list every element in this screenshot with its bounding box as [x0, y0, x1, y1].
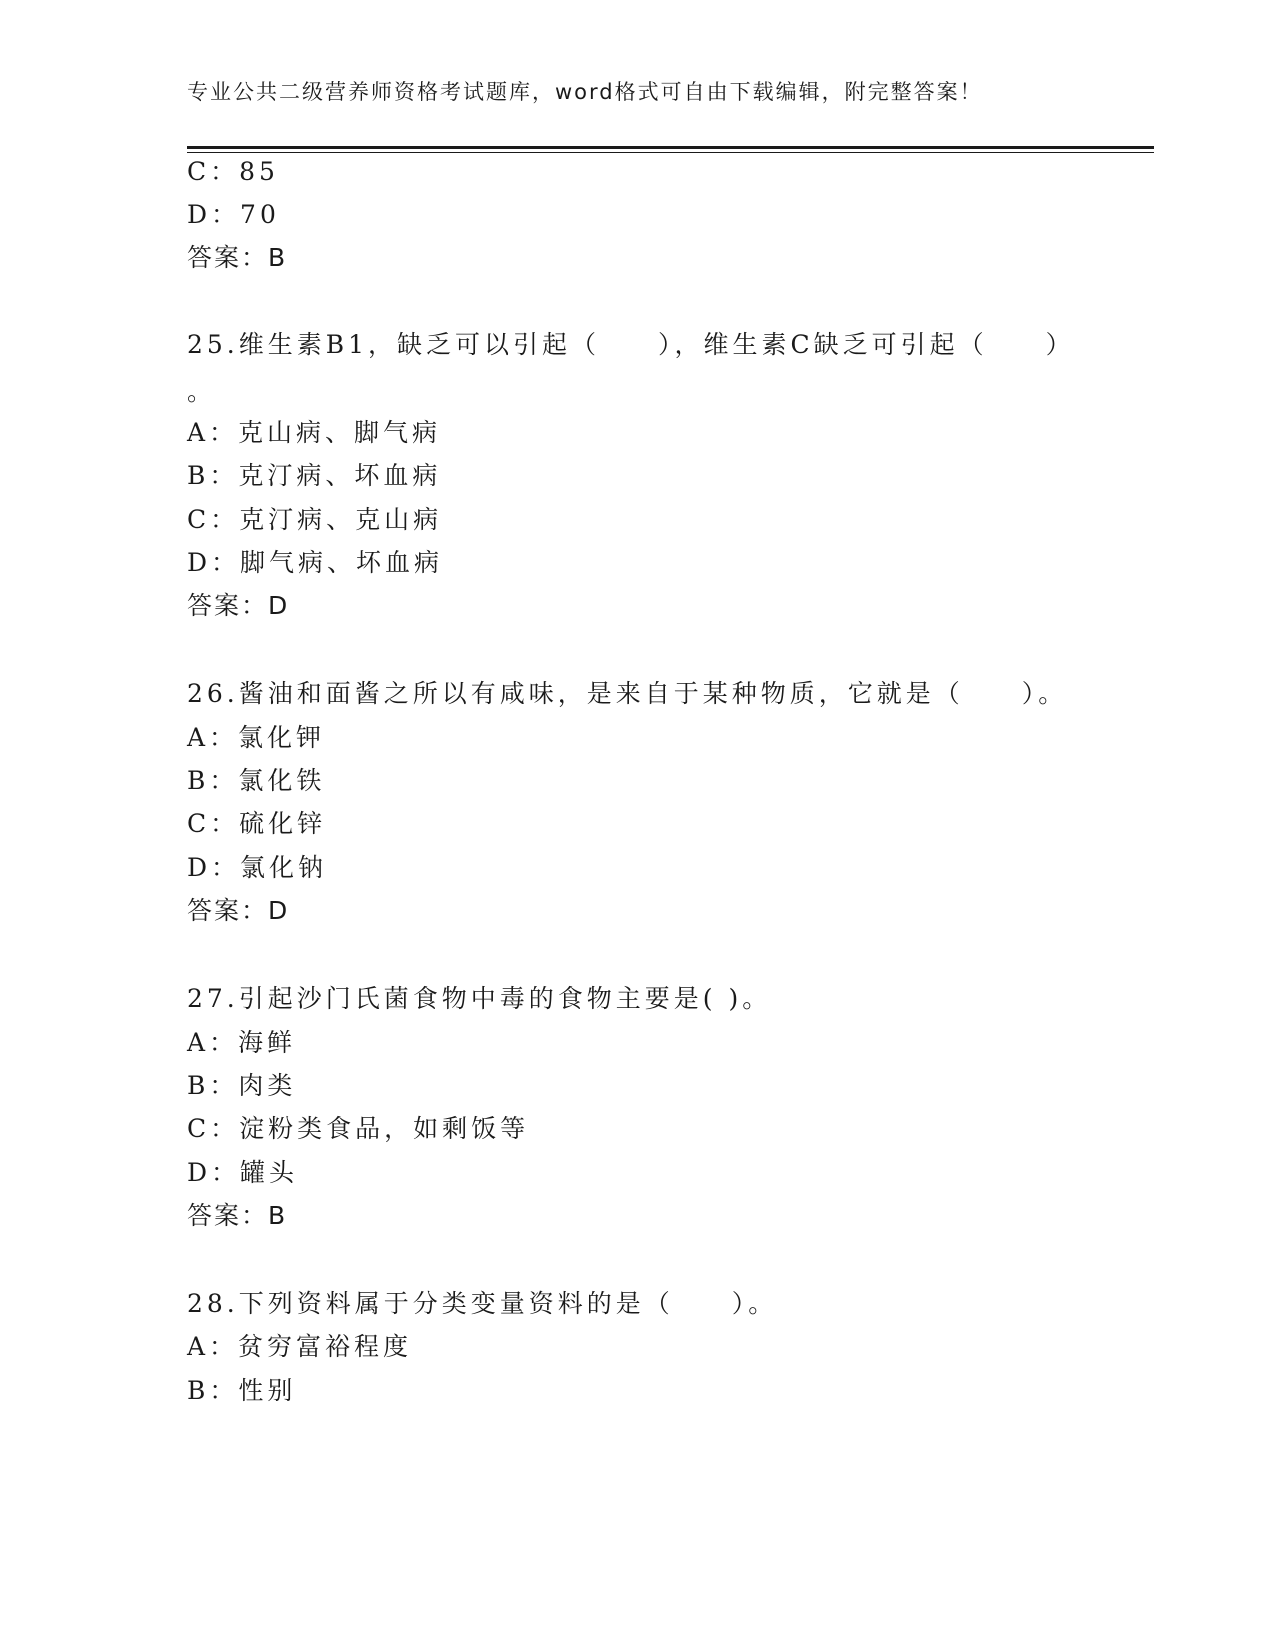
page-header: 专业公共二级营养师资格考试题库，word格式可自由下载编辑，附完整答案！	[187, 80, 983, 104]
answer: 答案：D	[187, 896, 290, 925]
option-a: A：氯化钾	[187, 723, 326, 752]
answer: 答案：D	[187, 591, 290, 620]
option-b: B：氯化铁	[187, 766, 326, 795]
option-b: B：克汀病、坏血病	[187, 461, 442, 490]
option-b: B：性别	[187, 1376, 297, 1405]
option-d: D：脚气病、坏血病	[187, 548, 444, 577]
question-25: 25.维生素B1，缺乏可以引起（ ），维生素C缺乏可引起（ ）	[187, 330, 1075, 359]
question-28: 28.下列资料属于分类变量资料的是（ ）。	[187, 1289, 778, 1318]
option-a: A：海鲜	[187, 1028, 297, 1057]
header-rule-thin	[187, 152, 1154, 153]
question-27: 27.引起沙门氏菌食物中毒的食物主要是( )。	[187, 984, 772, 1013]
answer: 答案：B	[187, 243, 288, 272]
answer: 答案：B	[187, 1201, 288, 1230]
option-c: C：硫化锌	[187, 809, 327, 838]
option-c: C：克汀病、克山病	[187, 505, 443, 534]
question-25-continuation: 。	[187, 377, 217, 406]
option-d: D：70	[187, 200, 280, 229]
question-26: 26.酱油和面酱之所以有咸味，是来自于某种物质，它就是（ ）。	[187, 679, 1068, 708]
option-c: C：淀粉类食品，如剩饭等	[187, 1114, 530, 1143]
option-a: A：克山病、脚气病	[187, 418, 442, 447]
header-rule-thick	[187, 146, 1154, 149]
option-d: D：罐头	[187, 1158, 299, 1187]
option-a: A：贫穷富裕程度	[187, 1332, 413, 1361]
option-b: B：肉类	[187, 1071, 297, 1100]
option-d: D：氯化钠	[187, 853, 328, 882]
option-c: C：85	[187, 157, 279, 186]
